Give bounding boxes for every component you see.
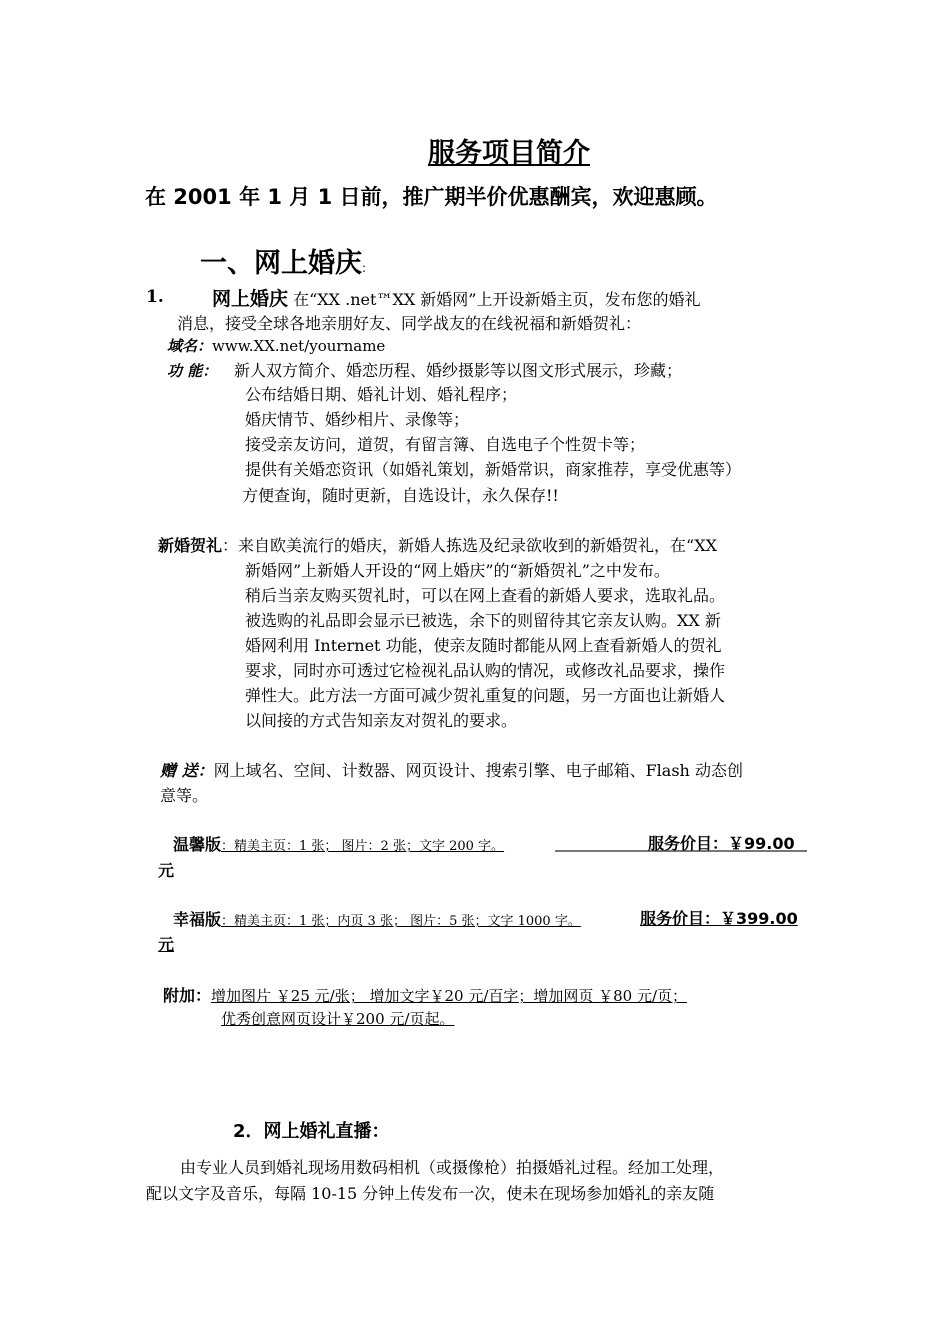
package-basic (173, 832, 504, 855)
domain-label: 域名： (167, 337, 213, 355)
package-detail: ：精美主页：1 张； 图片：2 张；文字 200 字。 (221, 839, 505, 854)
section-heading-text: 一、网上婚庆 (200, 248, 362, 279)
gifts-first-line (158, 533, 717, 556)
item-intro-text: 在“XX .net™XX 新婚网”上开设新婚主页，发布您的婚礼 (288, 290, 701, 309)
item2-line1: 由专业人员到婚礼现场用数码相机（或摄像枪）拍摄婚礼过程。经加工处理， (180, 1158, 725, 1177)
package-name: 幸福版 (173, 910, 222, 929)
page-title: 服务项目简介 (428, 138, 590, 169)
gifts-line: 弹性大。此方法一方面可减少贺礼重复的问题，另一方面也让新婚人 (245, 686, 726, 705)
item-intro-line2: 消息，接受全球各地亲朋好友、同学战友的在线祝福和新婚贺礼： (177, 314, 642, 333)
item-number: 1. (146, 287, 164, 307)
package-unit: 元 (158, 861, 175, 880)
item2-line2: 配以文字及音乐，每隔 10-15 分钟上传发布一次，使未在现场参加婚礼的亲友随 (146, 1184, 715, 1203)
features-line: 新人双方简介、婚恋历程、婚纱摄影等以图文形式展示，珍藏； (234, 361, 683, 380)
package-unit: 元 (158, 935, 175, 954)
domain-row (167, 335, 385, 356)
item2-heading: 2．网上婚礼直播： (233, 1121, 390, 1142)
section-heading (200, 241, 366, 280)
bonus-row (160, 758, 743, 781)
features-label: 功 能： (167, 362, 218, 380)
gifts-line: ：来自欧美流行的婚庆，新婚人拣选及纪录欲收到的新婚贺礼，在“XX (222, 536, 717, 555)
gifts-line: 婚网利用 Internet 功能，使亲友随时都能从网上查看新婚人的贺礼 (245, 636, 722, 655)
gifts-line: 新婚网”上新婚人开设的“网上婚庆”的“新婚贺礼”之中发布。 (245, 561, 670, 580)
bonus-line2: 意等。 (160, 786, 209, 805)
section-heading-colon: : (362, 261, 367, 275)
features-line: 提供有关婚恋资讯（如婚礼策划，新婚常识，商家推荐，享受优惠等） (245, 460, 742, 479)
gifts-line: 要求，同时亦可透过它检视礼品认购的情况，或修改礼品要求，操作 (245, 661, 726, 680)
package-price: 服务价目：￥99.00 (648, 834, 795, 853)
bonus-label: 赠 送： (160, 761, 214, 780)
gifts-line: 稍后当亲友购买贺礼时，可以在网上查看的新婚人要求，选取礼品。 (245, 586, 726, 605)
package-name: 温馨版 (173, 835, 222, 854)
gifts-label: 新婚贺礼 (158, 536, 223, 555)
gifts-line: 以间接的方式告知亲友对贺礼的要求。 (245, 711, 518, 730)
features-line: 公布结婚日期、婚礼计划、婚礼程序； (245, 385, 518, 404)
addon-line1: 增加图片 ￥25 元/张； 增加文字￥20 元/百字；增加网页 ￥80 元/页； (211, 987, 688, 1005)
bonus-line1: 网上域名、空间、计数器、网页设计、搜索引擎、电子邮箱、Flash 动态创 (213, 761, 743, 780)
package-price: 服务价目：￥399.00 (640, 909, 798, 928)
addon-label: 附加： (163, 986, 212, 1005)
domain-value: www.XX.net/yourname (212, 337, 386, 355)
features-line: 婚庆情节、婚纱相片、录像等； (245, 410, 470, 429)
item-intro (212, 284, 701, 311)
gifts-line: 被选购的礼品即会显示已被选，余下的则留待其它亲友认购。XX 新 (245, 611, 721, 630)
addon-line2: 优秀创意网页设计￥200 元/页起。 (221, 1010, 455, 1028)
features-line: 方便查询，随时更新，自选设计，永久保存!! (242, 486, 559, 505)
promo-notice: 在 2001 年 1 月 1 日前，推广期半价优惠酬宾，欢迎惠顾。 (145, 185, 718, 209)
addon-row (163, 983, 687, 1006)
package-detail: ：精美主页：1 张；内页 3 张； 图片：5 张；文字 1000 字。 (221, 914, 581, 929)
item-name: 网上婚庆 (212, 288, 289, 310)
features-line: 接受亲友访问，道贺，有留言簿、自选电子个性贺卡等； (245, 435, 646, 454)
package-premium (173, 907, 581, 930)
